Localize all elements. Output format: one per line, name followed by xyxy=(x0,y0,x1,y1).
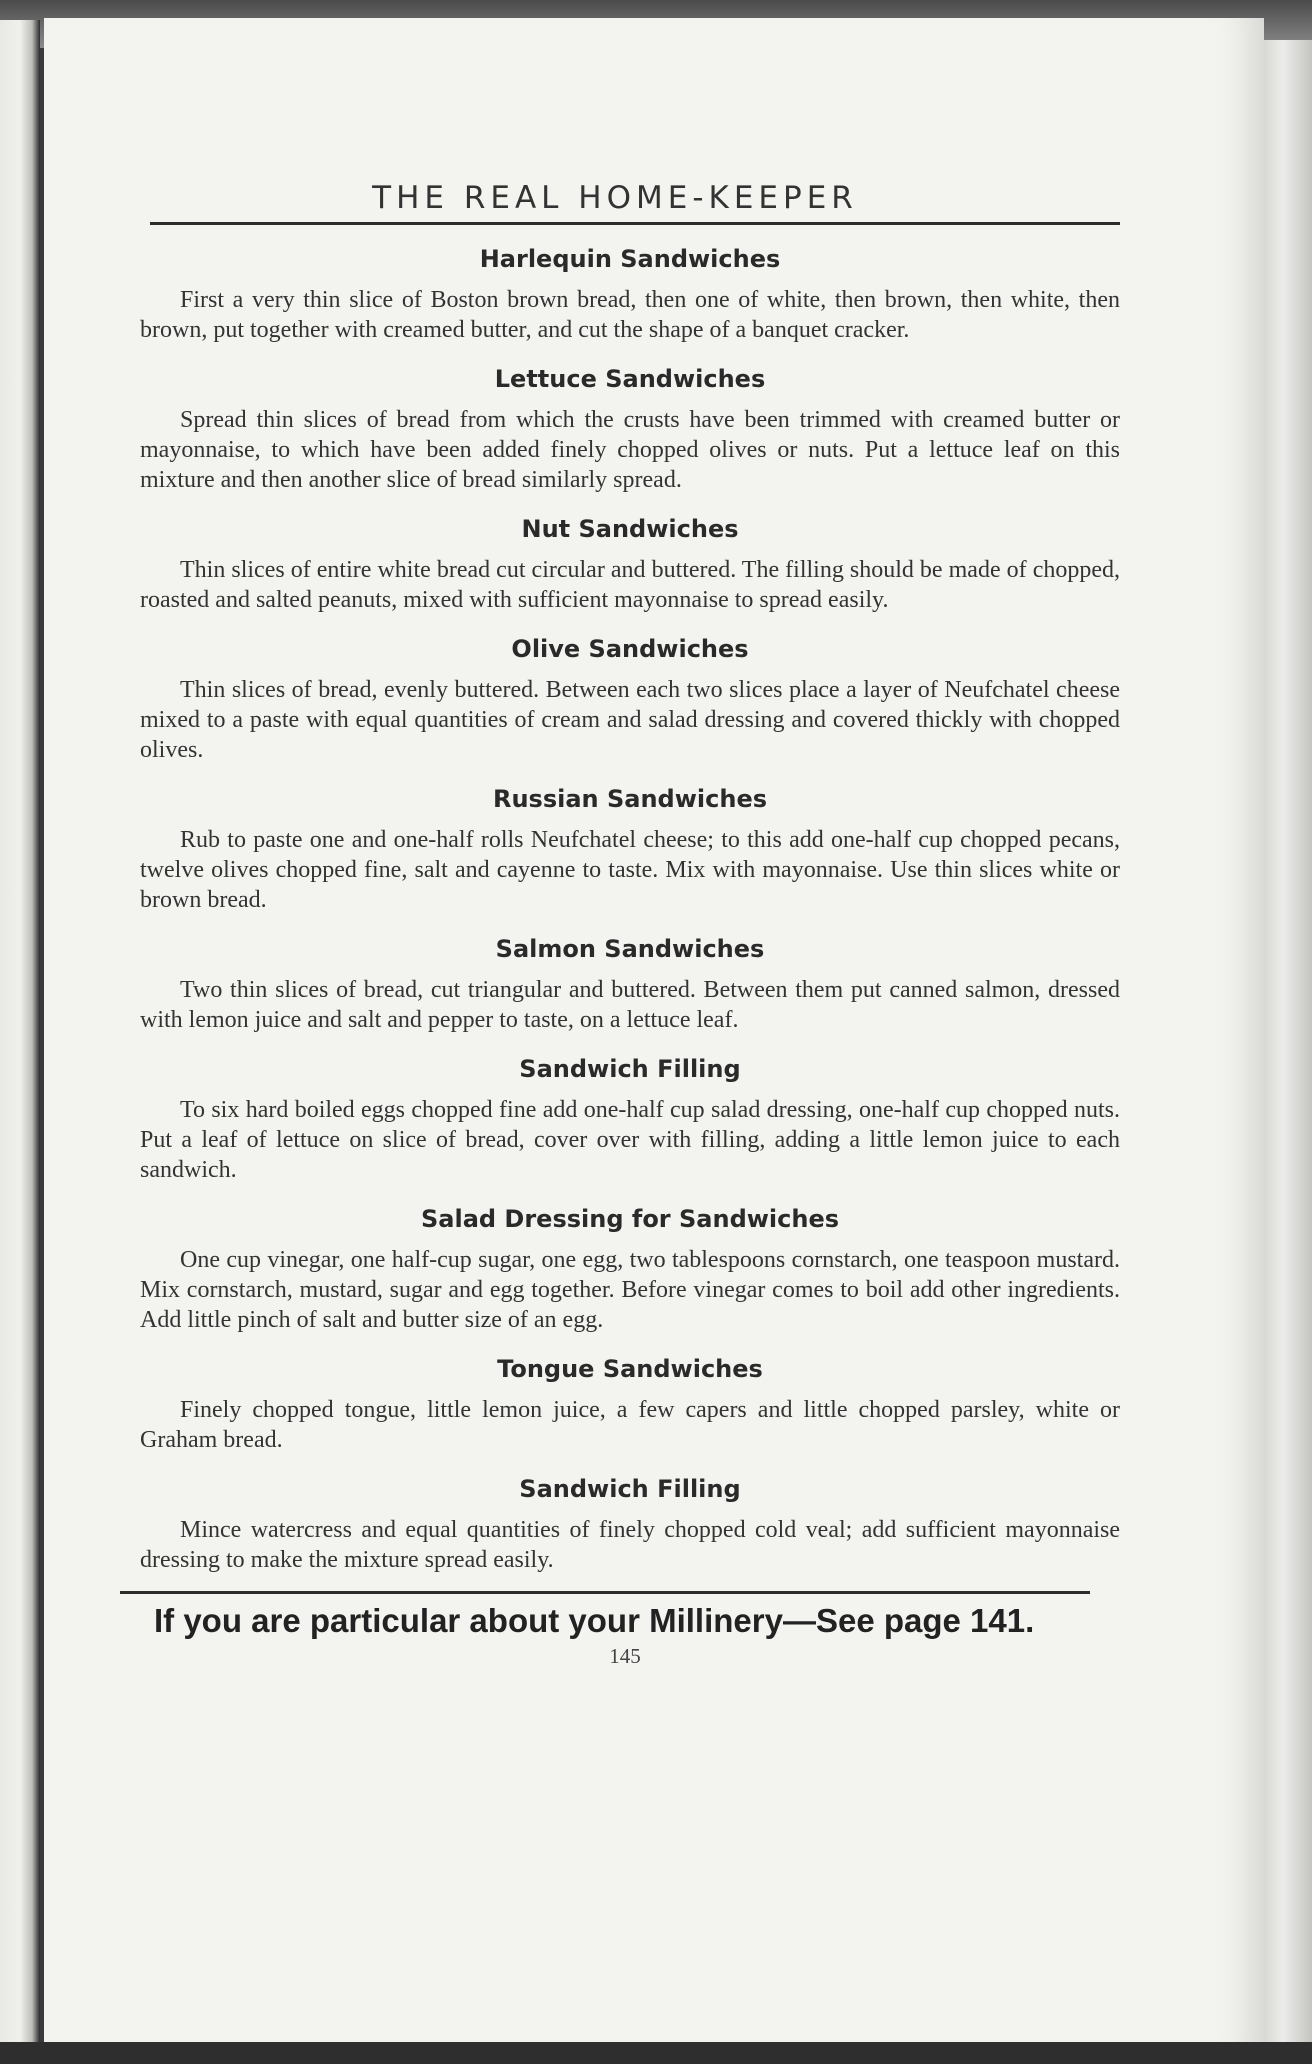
recipe-title: Tongue Sandwiches xyxy=(497,1355,763,1383)
page-content xyxy=(90,180,1120,1669)
recipe-title: Sandwich Filling xyxy=(519,1475,741,1503)
footer-rule xyxy=(120,1591,1090,1594)
recipe xyxy=(140,1205,1120,1335)
recipe-body: To six hard boiled eggs chopped fine add one-half cup salad dressing, one-half cup chopped nuts. Put a leaf of lettuce on slice of bread, cover over with filling, adding a little lemon juice to each sandwich. xyxy=(140,1097,1120,1183)
recipe xyxy=(140,515,1120,615)
recipe-title: Sandwich Filling xyxy=(519,1055,741,1083)
header-rule xyxy=(150,222,1120,225)
page-number: 145 xyxy=(609,1644,641,1668)
recipe xyxy=(140,365,1120,495)
advertisement: If you are particular about your Millinery—See page 141. xyxy=(154,1602,1035,1639)
left-page-edge xyxy=(0,20,40,2050)
recipe-title: Lettuce Sandwiches xyxy=(494,365,766,393)
recipe-body: Thin slices of bread, evenly buttered. Between each two slices place a layer of Neufchatel cheese mixed to a paste with equal quantities of cream and salad dressing and covered thickly with chopped olives. xyxy=(140,677,1120,763)
recipe-body: Two thin slices of bread, cut triangular and buttered. Between them put canned salmon, dressed with lemon juice and salt and pepper to taste, on a lettuce leaf. xyxy=(140,977,1120,1033)
recipe xyxy=(140,1055,1120,1185)
scan-bottom-edge xyxy=(0,2042,1312,2064)
recipe-title: Harlequin Sandwiches xyxy=(479,245,781,273)
running-head: THE REAL HOME-KEEPER xyxy=(372,180,858,216)
recipe xyxy=(140,785,1120,915)
recipe-title: Salad Dressing for Sandwiches xyxy=(420,1205,840,1233)
recipe-body: First a very thin slice of Boston brown bread, then one of white, then brown, then white, then brown, put together with creamed butter, and cut the shape of a banquet cracker. xyxy=(140,287,1120,343)
recipe xyxy=(140,935,1120,1035)
recipe xyxy=(140,245,1120,345)
recipe-title: Nut Sandwiches xyxy=(521,515,739,543)
recipe-title: Russian Sandwiches xyxy=(492,785,768,813)
recipe-title: Salmon Sandwiches xyxy=(495,935,765,963)
recipe-body: Finely chopped tongue, little lemon juice, a few capers and little chopped parsley, white or Graham bread. xyxy=(140,1397,1120,1453)
recipe xyxy=(140,1355,1120,1455)
recipe-body: Spread thin slices of bread from which the crusts have been trimmed with creamed butter or mayonnaise, to which have been added finely chopped olives or nuts. Put a lettuce leaf on this mixture and then another slice of bread similarly spread. xyxy=(140,407,1120,493)
recipe xyxy=(140,1475,1120,1575)
recipe-body: Rub to paste one and one-half rolls Neufchatel cheese; to this add one-half cup chopped pecans, twelve olives chopped fine, salt and cayenne to taste. Mix with mayonnaise. Use thin slices white or brown bread. xyxy=(140,827,1120,913)
recipe-body: Thin slices of entire white bread cut circular and buttered. The filling should be made of chopped, roasted and salted peanuts, mixed with sufficient mayonnaise to spread easily. xyxy=(140,557,1120,613)
right-page-edge xyxy=(1264,40,1312,2050)
recipe-body: One cup vinegar, one half-cup sugar, one egg, two tablespoons cornstarch, one teaspoon mustard. Mix cornstarch, mustard, sugar and egg together. Before vinegar comes to boil add other ingredients. Add little pinch of salt and butter size of an egg. xyxy=(140,1247,1120,1333)
recipe-body: Mince watercress and equal quantities of finely chopped cold veal; add sufficient mayonnaise dressing to make the mixture spread easily. xyxy=(140,1517,1120,1573)
recipe-title: Olive Sandwiches xyxy=(511,635,749,663)
recipe xyxy=(140,635,1120,765)
